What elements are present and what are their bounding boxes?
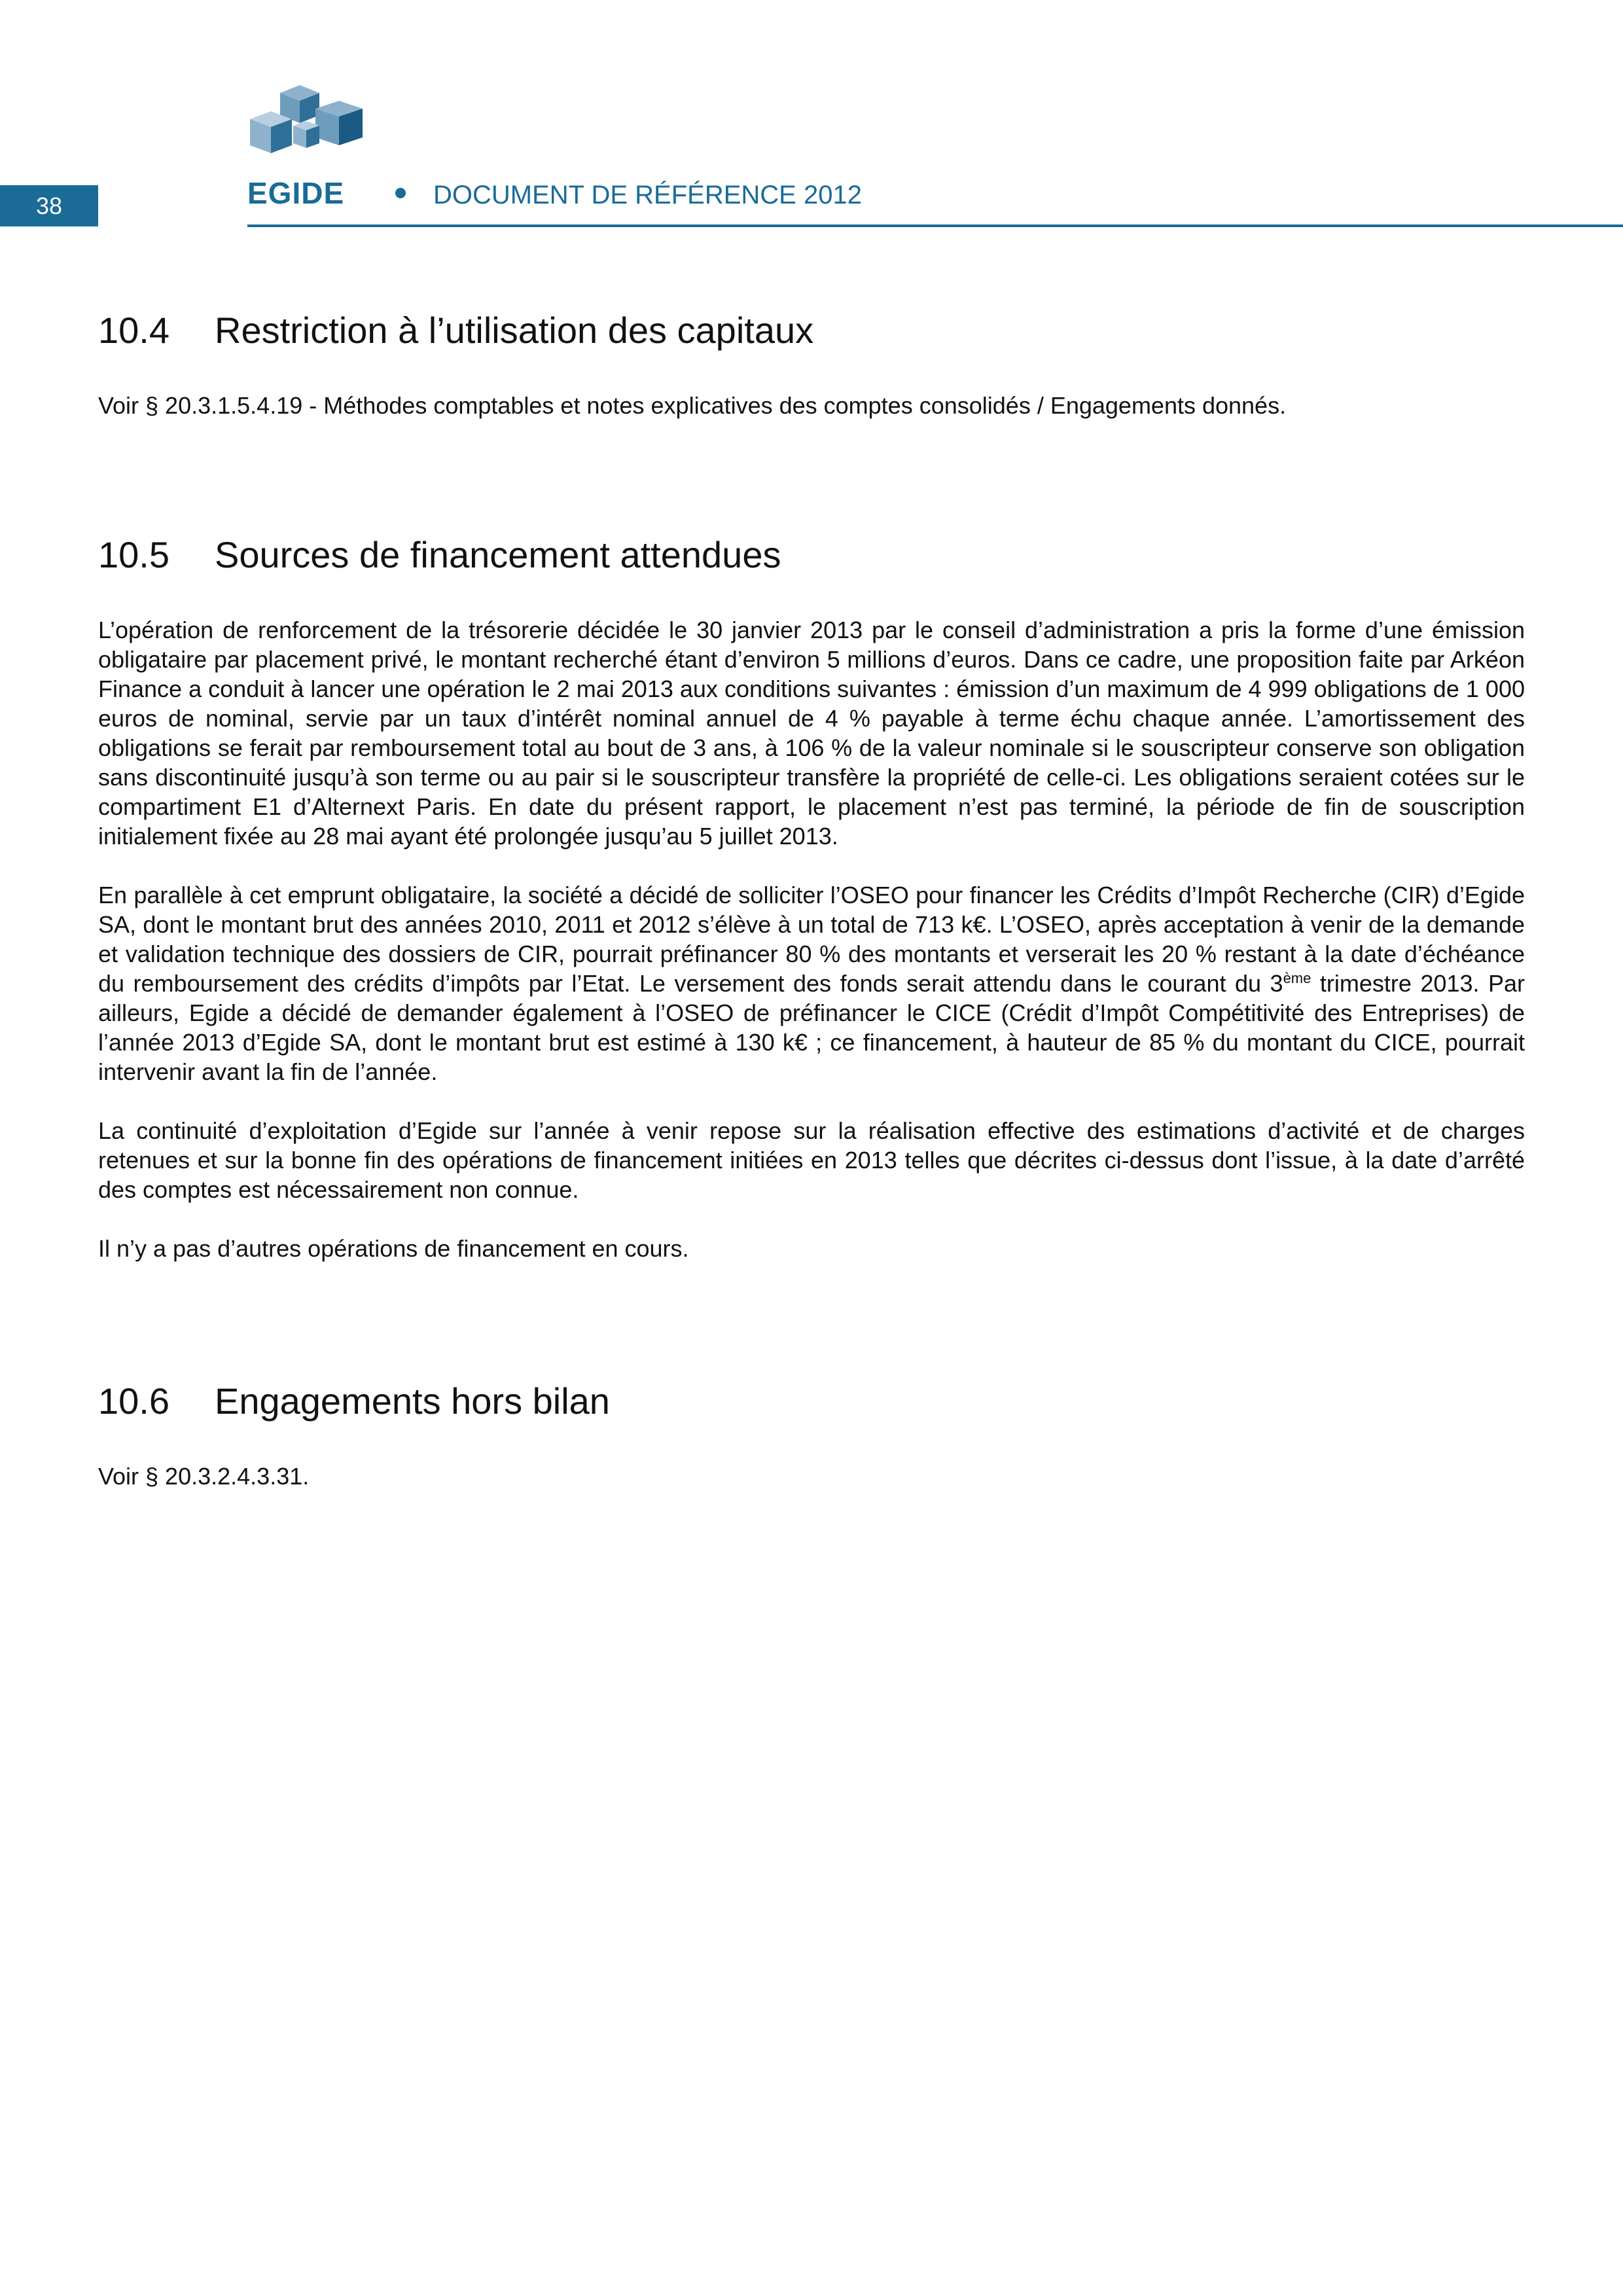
section-paragraph: L’opération de renforcement de la trésorerie décidée le 30 janvier 2013 par le conseil d’administration a pris la forme d’une émission obligataire par placement privé, le montant recherché étant d’environ 5 millions d’euros. Dans ce cadre, une proposition faite par Arkéon Finance a conduit à lancer une opération le 2 mai 2013 aux conditions suivantes : émission d’un maximum de 4 999 obligations de 1 000 euros de nominal, servie par un taux d’intérêt nominal annuel de 4 % payable à terme échu chaque année. L’amortissement des obligations se ferait par remboursement total au bout de 3 ans, à 106 % de la valeur nominale si le souscripteur conserve son obligation sans discontinuité jusqu’à son terme ou au pair si le souscripteur transfère la propriété de celle-ci. Les obligations seraient cotées sur le compartiment E1 d’Alternext Paris. En date du présent rapport, le placement n’est pas terminé, la période de fin de souscription initialement fixée au 28 mai ayant été prolongée jusqu’au 5 juillet 2013. [98,617,1525,850]
section-heading-10-4 [98,308,1525,353]
section-number: 10.6 [98,1380,169,1422]
section-heading-10-5 [98,532,1525,578]
section-title: Restriction à l’utilisation des capitaux [215,310,814,351]
logo-wordmark: EGIDE [247,176,345,210]
page-content [98,308,1525,1491]
superscript: ème [1283,970,1311,986]
header-divider [247,224,1623,227]
page-number: 38 [35,192,63,219]
document-title: DOCUMENT DE RÉFÉRENCE 2012 [433,181,862,209]
section-heading-10-6 [98,1378,1525,1424]
section-paragraph: Voir § 20.3.2.4.3.31. [98,1463,310,1490]
section-paragraph [98,880,1525,1086]
paragraph-text: En parallèle à cet emprunt obligataire, la société a décidé de solliciter l’OSEO pour financer les Crédits d’Impôt Recherche (CIR) d’Egide SA, dont le montant brut des années 2010, 2011 et 2012 s’élève à un total de 713 k€. L’OSEO, après acceptation à venir de la demande et validation technique des dossiers de CIR, pourrait préfinancer 80 % des montants et verserait les 20 % restant à la date d’échéance du remboursement des crédits d’impôts par l’Etat. Le versement des fonds serait attendu dans le courant du 3 [98,882,1525,997]
section-title: Sources de financement attendues [215,534,781,575]
section-number: 10.5 [98,534,169,575]
section-paragraph: Il n’y a pas d’autres opérations de financement en cours. [98,1235,689,1262]
page-number-tab [0,185,98,226]
header-bullet-icon [395,188,406,198]
section-number: 10.4 [98,310,169,351]
section-title: Engagements hors bilan [215,1380,610,1422]
section-paragraph: La continuité d’exploitation d’Egide sur l’année à venir repose sur la réalisation effective des estimations d’activité et de charges retenues et sur la bonne fin des opérations de financement initiées en 2013 telles que décrites ci-dessus dont l’issue, à la date d’arrêté des comptes est nécessairement non connue. [98,1117,1525,1203]
paragraph-text: trimestre 2013. Par ailleurs, Egide a décidé de demander également à l’OSEO de préfinancer le CICE (Crédit d’Impôt Compétitivité des Entreprises) de l’année 2013 d’Egide SA, dont le montant brut est estimé à 130 k€ ; ce financement, à hauteur de 85 % du montant du CICE, pourrait intervenir avant la fin de l’année. [98,970,1525,1085]
section-paragraph: Voir § 20.3.1.5.4.19 - Méthodes comptables et notes explicatives des comptes consolidés / Engagements donnés. [98,392,1287,419]
